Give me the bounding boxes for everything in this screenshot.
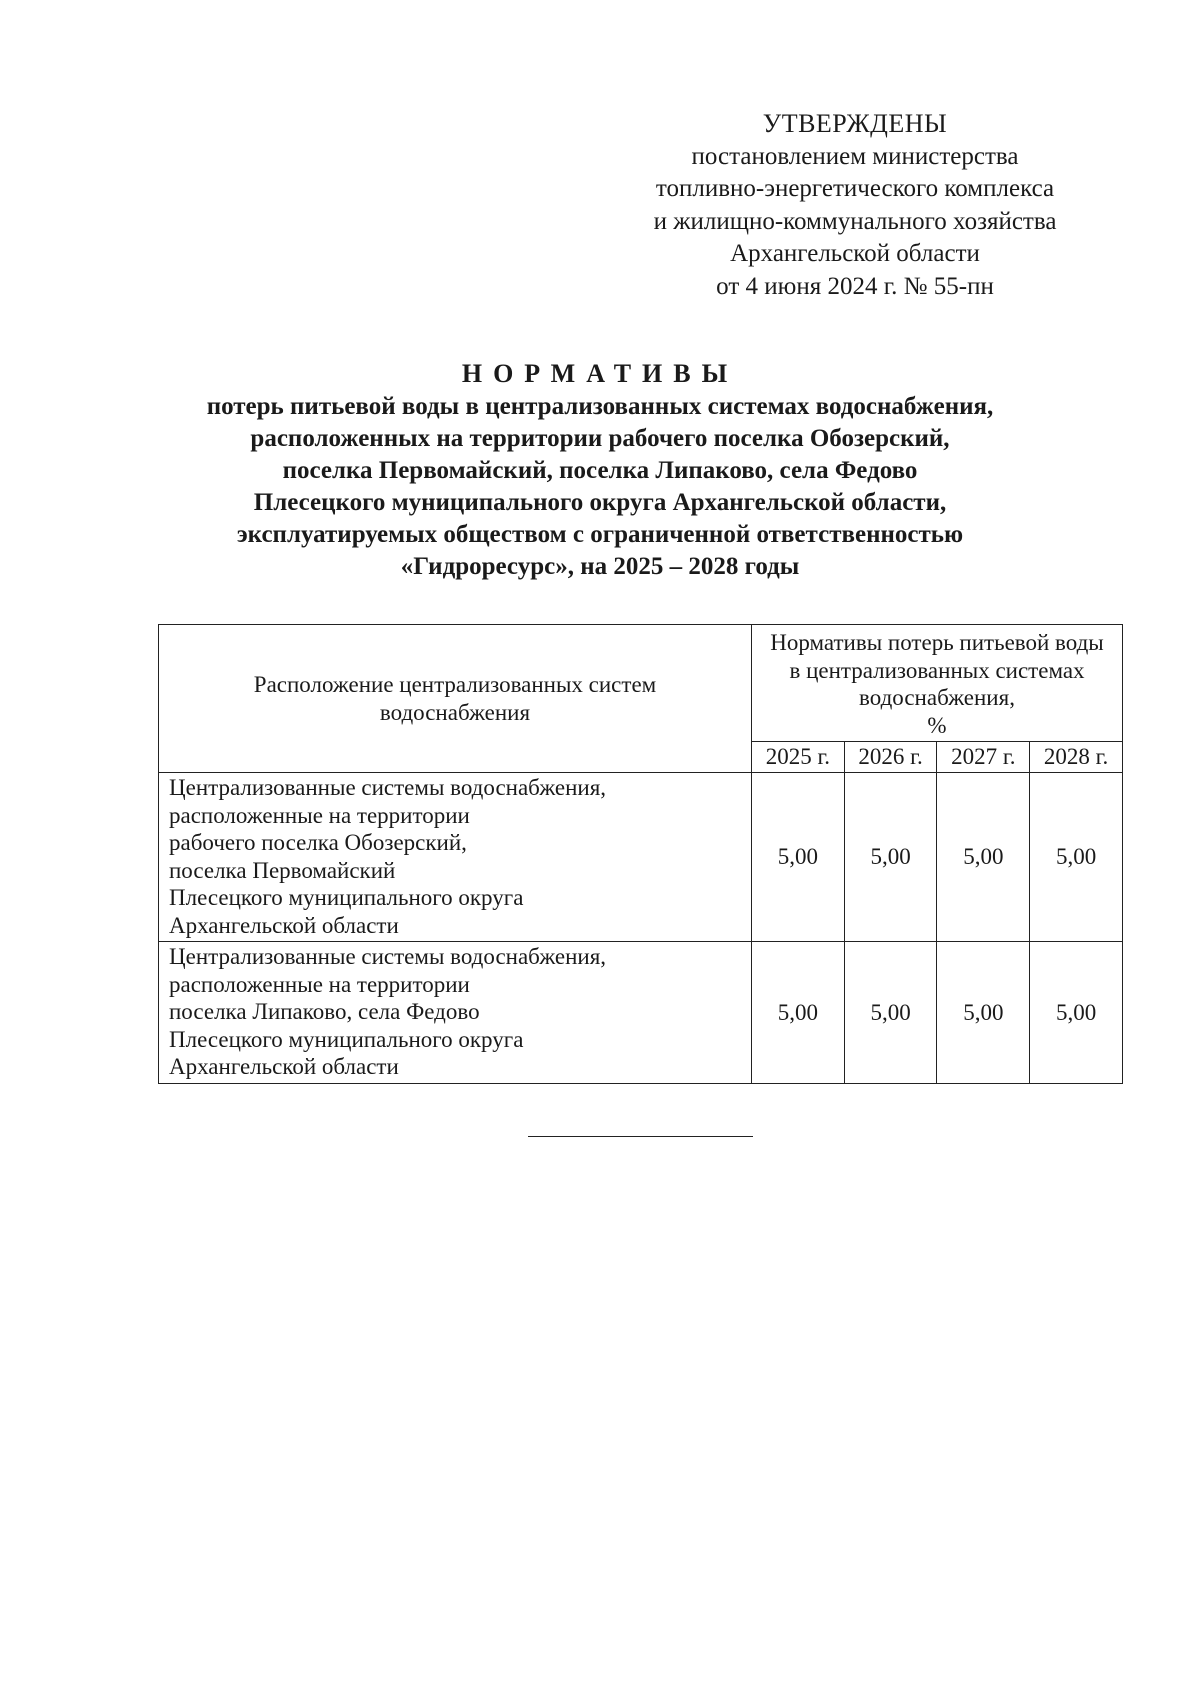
value-cell: 5,00 [1030,942,1123,1084]
header-norms [752,625,1123,742]
year-header: 2026 г. [844,742,937,773]
location-line: расположенные на территории [169,802,470,828]
location-line: поселка Липаково, села Федово [169,999,480,1024]
header-norms-line: водоснабжения, [859,685,1015,710]
approval-line: и жилищно-коммунального хозяйства [653,207,1057,235]
location-line: рабочего поселка Обозерский, [169,830,467,855]
approval-heading: УТВЕРЖДЕНЫ [762,109,948,138]
location-line: Плесецкого муниципального округа [169,1026,524,1052]
table-row [159,942,1123,1084]
approval-stamp [620,108,1090,303]
value-cell: 5,00 [752,773,845,942]
value-cell: 5,00 [1030,773,1123,942]
location-cell [159,773,752,942]
location-line: Плесецкого муниципального округа [169,885,524,910]
year-header: 2027 г. [937,742,1030,773]
header-norms-line: в централизованных системах [789,657,1085,683]
header-norms-unit: % [927,712,947,738]
year-header: 2025 г. [752,742,845,773]
value-cell: 5,00 [752,942,845,1084]
value-cell: 5,00 [844,773,937,942]
header-location: Расположение централизованных систем водоснабжения [159,625,752,773]
closing-divider [528,1136,753,1137]
approval-line: Архангельской области [730,240,980,267]
value-cell: 5,00 [844,942,937,1084]
title-line: потерь питьевой воды в централизованных системах водоснабжения, [206,393,994,420]
location-line: Централизованные системы водоснабжения, [169,944,607,969]
value-cell: 5,00 [937,773,1030,942]
title-line: эксплуатируемых обществом с ограниченной ответственностью [236,521,964,548]
approval-line: топливно-энергетического комплекса [655,175,1055,202]
table-header-row [159,625,1123,742]
location-line: расположенные на территории [169,971,470,997]
title-line: «Гидроресурс», на 2025 – 2028 годы [400,553,800,580]
location-line: Архангельской области [169,1054,399,1079]
location-cell [159,942,752,1084]
title-line: поселка Первомайский, поселка Липаково, села Федово [282,457,918,484]
title-line: расположенных на территории рабочего поселка Обозерский, [250,425,950,452]
header-norms-line: Нормативы потерь питьевой воды [770,630,1104,655]
document-title [120,357,1080,583]
location-line: Архангельской области [169,912,399,938]
norms-table [158,624,1123,1084]
year-header: 2028 г. [1030,742,1123,773]
location-line: поселка Первомайский [169,857,396,883]
approval-line: постановлением министерства [691,142,1019,170]
title-line: Плесецкого муниципального округа Архангельской области, [253,489,947,516]
value-cell: 5,00 [937,942,1030,1084]
approval-date-line: от 4 июня 2024 г. № 55-пн [716,272,994,300]
title-main: НОРМАТИВЫ [461,359,739,388]
location-line: Централизованные системы водоснабжения, [169,775,607,800]
table-row [159,773,1123,942]
